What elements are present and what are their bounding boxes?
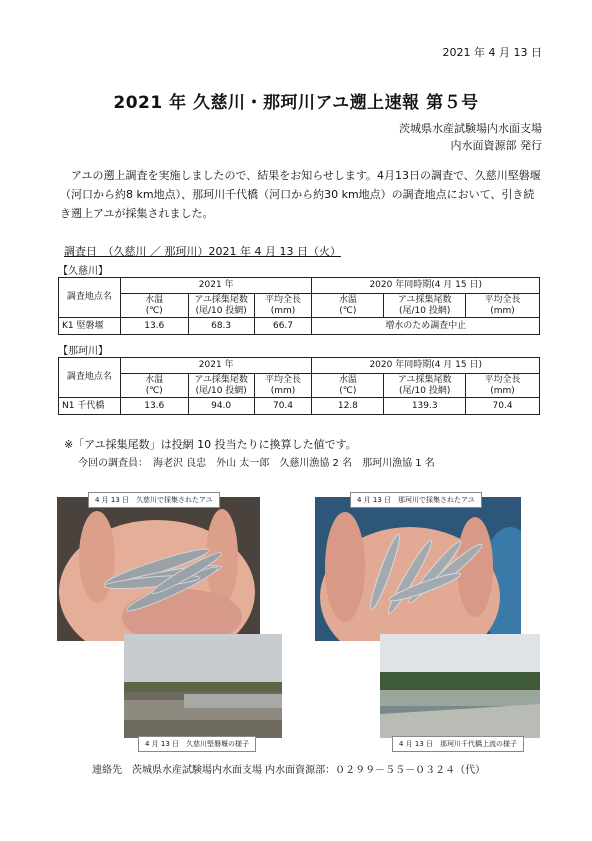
col-length-prev: 平均全長 (mm) (466, 294, 540, 318)
col-catch: アユ採集尾数 (尾/10 投網) (188, 294, 254, 318)
col-temp: 水温 (℃) (120, 374, 188, 398)
prev-note: 増水のため調査中止 (312, 318, 540, 335)
col-length: 平均全長 (mm) (254, 294, 312, 318)
photo-caption: 4 月 13 日 那珂川千代橋上流の様子 (392, 736, 524, 752)
col-catch-prev: アユ採集尾数 (尾/10 投網) (384, 294, 466, 318)
photo-caption: 4 月 13 日 久慈川で採集されたアユ (88, 492, 220, 508)
contact-line: 連絡先 茨城県水産試験場内水面支場 内水面資源部：０２９９－５５－０３２４（代） (92, 765, 486, 776)
year-current-header: 2021 年 (120, 278, 312, 294)
river-landscape-image (380, 634, 540, 738)
document-date: 2021 年 4 月 13 日 (442, 46, 542, 59)
catch-value: 94.0 (188, 398, 254, 415)
col-length: 平均全長 (mm) (254, 374, 312, 398)
kuji-river-table (58, 277, 540, 335)
prev-temp-value: 12.8 (312, 398, 384, 415)
prev-length-value: 70.4 (466, 398, 540, 415)
site-header: 調査地点名 (59, 358, 121, 398)
site-name: K1 堅磐堰 (59, 318, 121, 335)
photo-kuji-fish (57, 497, 260, 641)
site-header: 調査地点名 (59, 278, 121, 318)
col-temp: 水温 (℃) (120, 294, 188, 318)
hand-with-fish-image (315, 497, 521, 641)
surveyors-line: 今回の調査員： 海老沢 良忠 外山 太一郎 久慈川漁協 2 名 那珂川漁協 1 名 (78, 458, 435, 469)
site-name: N1 千代橋 (59, 398, 121, 415)
hand-with-fish-image (57, 497, 260, 641)
intro-paragraph: アユの遡上調査を実施しましたので、結果をお知らせします。4月13日の調査で、久慈川堅磐堰（河口から約8 km地点）、那珂川千代橋（河口から約30 km地点）の調査地点において、引き続き遡上アユが採集されました。 (60, 169, 541, 220)
publisher-dept: 内水面資源部 発行 (450, 139, 542, 152)
publisher-org: 茨城県水産試験場内水面支場 (399, 122, 542, 135)
col-catch: アユ採集尾数 (尾/10 投網) (188, 374, 254, 398)
year-prev-header: 2020 年同時期(4 月 15 日) (312, 278, 540, 294)
document-title: 2021 年 久慈川・那珂川アユ遡上速報 第５号 (113, 93, 479, 113)
year-current-header: 2021 年 (120, 358, 312, 374)
photo-naka-upstream (380, 634, 540, 738)
col-temp-prev: 水温 (℃) (312, 294, 384, 318)
col-length-prev: 平均全長 (mm) (466, 374, 540, 398)
catch-value: 68.3 (188, 318, 254, 335)
length-value: 66.7 (254, 318, 312, 335)
naka-river-table (58, 357, 540, 415)
year-prev-header: 2020 年同時期(4 月 15 日) (312, 358, 540, 374)
river-landscape-image (124, 634, 282, 738)
footnote: ※「アユ採集尾数」は投網 10 投当たりに換算した値です。 (64, 438, 357, 451)
photo-caption: 4 月 13 日 久慈川堅磐堰の様子 (138, 736, 256, 752)
prev-catch-value: 139.3 (384, 398, 466, 415)
col-catch-prev: アユ採集尾数 (尾/10 投網) (384, 374, 466, 398)
photo-naka-fish (315, 497, 521, 641)
river-label-kuji: 【久慈川】 (58, 266, 108, 277)
photo-kuji-weir (124, 634, 282, 738)
temp-value: 13.6 (120, 318, 188, 335)
river-label-naka: 【那珂川】 (58, 346, 108, 357)
table-row (59, 398, 540, 415)
length-value: 70.4 (254, 398, 312, 415)
photo-caption: 4 月 13 日 那珂川で採集されたアユ (350, 492, 482, 508)
survey-date-line: 調査日 （久慈川 ／ 那珂川）2021 年 4 月 13 日（火） (64, 245, 341, 258)
col-temp-prev: 水温 (℃) (312, 374, 384, 398)
table-row (59, 318, 540, 335)
temp-value: 13.6 (120, 398, 188, 415)
